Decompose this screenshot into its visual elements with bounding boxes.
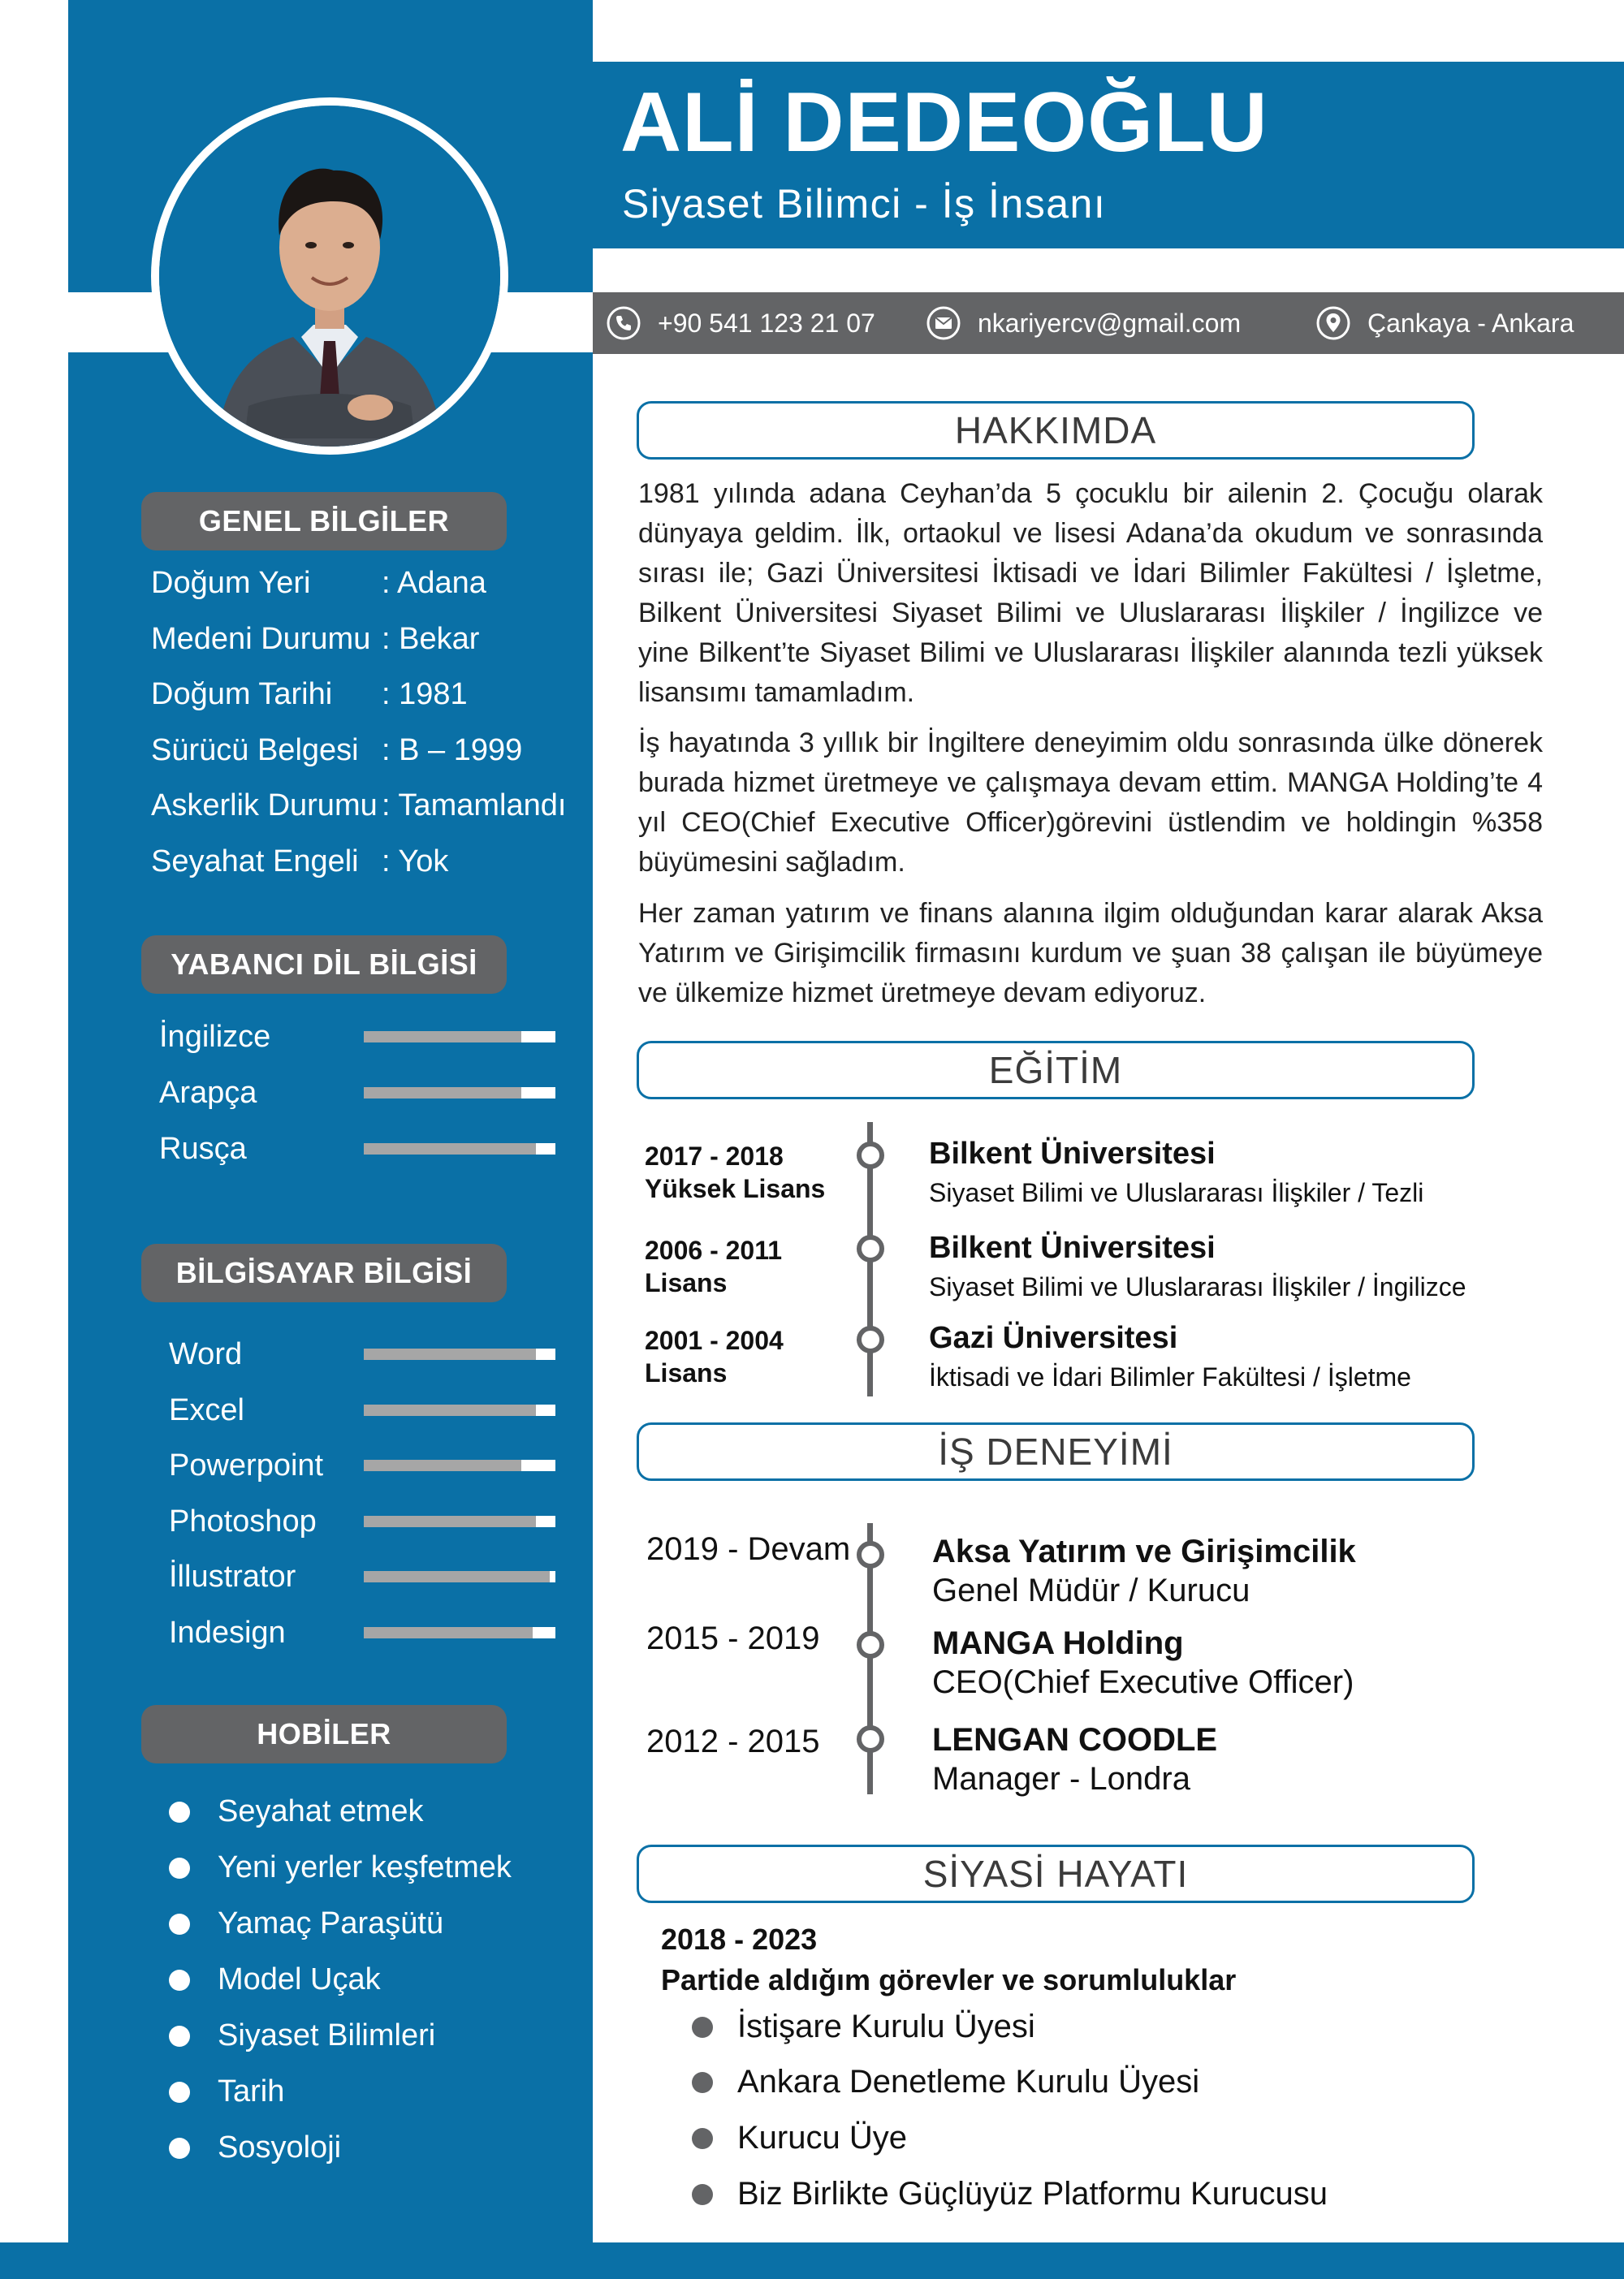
- skill-bar: [364, 1405, 555, 1416]
- experience-heading: İŞ DENEYİMİ: [637, 1422, 1475, 1481]
- job-role: CEO(Chief Executive Officer): [932, 1664, 1354, 1700]
- contact-email[interactable]: nkariyercv@gmail.com: [926, 292, 1241, 354]
- language-heading: YABANCI DİL BİLGİSİ: [141, 935, 507, 994]
- about-paragraph: İş hayatında 3 yıllık bir İngiltere deneyimim oldu sonrasında ülke dönerek burada hizmet üretmeye ve çalışmaya devam ettim. MANGA Holding’te 4 yıl CEO(Chief Executive Officer)görevini üstlendim ve holdingin %358 büyümesini sağladım.: [638, 727, 1543, 878]
- profile-photo: [151, 97, 508, 455]
- skill-bar: [364, 1031, 555, 1042]
- skill-bar: [364, 1349, 555, 1360]
- skill-bar-fill: [364, 1405, 536, 1416]
- bullet-icon: [169, 2082, 190, 2103]
- computer-skill-item: Word: [159, 1330, 557, 1379]
- hobby-item: Yamaç Paraşütü: [169, 1906, 443, 1941]
- job-role: Genel Müdür / Kurucu: [932, 1573, 1250, 1608]
- hobby-item: Model Uçak: [169, 1962, 381, 1997]
- info-row: Medeni Durumu : Bekar: [151, 622, 480, 656]
- info-row: Askerlik Durumu : Tamamlandı: [151, 788, 567, 822]
- politics-item: Kurucu Üye: [692, 2120, 907, 2156]
- job-years: 2012 - 2015: [646, 1724, 820, 1759]
- computer-skill-item: Photoshop: [159, 1497, 557, 1546]
- hobby-item: Yeni yerler keşfetmek: [169, 1850, 512, 1885]
- skill-bar: [364, 1087, 555, 1098]
- info-row: Sürücü Belgesi : B – 1999: [151, 733, 523, 767]
- skill-bar-fill: [364, 1087, 521, 1098]
- job-years: 2019 - Devam: [646, 1531, 851, 1567]
- education-department: İktisadi ve İdari Bilimler Fakültesi / İşletme: [929, 1362, 1411, 1392]
- bullet-icon: [169, 1914, 190, 1935]
- skill-bar-fill: [364, 1516, 536, 1527]
- bullet-icon: [169, 2138, 190, 2159]
- bullet-icon: [169, 2026, 190, 2047]
- education-school: Bilkent Üniversitesi: [929, 1137, 1216, 1171]
- skill-bar-fill: [364, 1349, 536, 1360]
- skill-bar-fill: [364, 1460, 521, 1471]
- hobby-item: Siyaset Bilimleri: [169, 2018, 435, 2053]
- education-department: Siyaset Bilimi ve Uluslararası İlişkiler / Tezli: [929, 1178, 1424, 1207]
- computer-skill-item: Powerpoint: [159, 1441, 557, 1490]
- skill-bar-fill: [364, 1031, 521, 1042]
- info-row: Doğum Tarihi : 1981: [151, 677, 468, 711]
- timeline-dot: [857, 1541, 884, 1569]
- hobbies-heading: HOBİLER: [141, 1705, 507, 1763]
- bullet-icon: [692, 2128, 713, 2149]
- job-years: 2015 - 2019: [646, 1621, 820, 1656]
- education-school: Bilkent Üniversitesi: [929, 1231, 1216, 1265]
- bullet-icon: [692, 2184, 713, 2205]
- education-department: Siyaset Bilimi ve Uluslararası İlişkiler / İngilizce: [929, 1272, 1466, 1301]
- skill-bar: [364, 1627, 555, 1638]
- location-pin-icon: [1315, 305, 1351, 341]
- education-years: 2006 - 2011 Lisans: [645, 1236, 783, 1297]
- person-name: ALİ DEDEOĞLU: [620, 76, 1268, 170]
- hobby-item: Tarih: [169, 2074, 284, 2109]
- skill-bar-fill: [364, 1627, 533, 1638]
- person-title: Siyaset Bilimci - İş İnsanı: [622, 181, 1107, 227]
- politics-heading: SİYASİ HAYATI: [637, 1845, 1475, 1903]
- language-item: Rusça: [159, 1124, 557, 1173]
- footer-band: [0, 2242, 1624, 2279]
- hobby-item: Seyahat etmek: [169, 1794, 423, 1829]
- computer-skill-item: Excel: [159, 1386, 557, 1435]
- job-company: Aksa Yatırım ve Girişimcilik: [932, 1534, 1356, 1569]
- about-paragraph: 1981 yılında adana Ceyhan’da 5 çocuklu bir ailenin 2. Çocuğu olarak dünyaya geldim. İlk, ortaokul ve lisesi Adana’da okudum ve sonrasında sırası ile; Gazi Üniversitesi İktisadi ve İdari Bilimler Fakültesi / İşletme, Bilkent Üniversitesi Siyaset Bilimi ve Uluslararası İlişkiler / İngilizce ve yine Bilkent’te Siyaset Bilimi ve Uluslararası İlişkiler alanında tezli yüksek lisansımı tamamladım.: [638, 478, 1543, 708]
- job-company: LENGAN COODLE: [932, 1722, 1218, 1758]
- skill-bar-fill: [364, 1571, 550, 1582]
- education-years: 2017 - 2018 Yüksek Lisans: [645, 1142, 826, 1203]
- skill-bar: [364, 1460, 555, 1471]
- skill-bar: [364, 1516, 555, 1527]
- language-item: Arapça: [159, 1068, 557, 1117]
- timeline-dot: [857, 1235, 884, 1263]
- job-company: MANGA Holding: [932, 1625, 1184, 1661]
- skill-bar: [364, 1571, 555, 1582]
- about-heading: HAKKIMDA: [637, 401, 1475, 460]
- general-info-heading: GENEL BİLGİLER: [141, 492, 507, 550]
- bullet-icon: [169, 1858, 190, 1879]
- email-icon: [926, 305, 961, 341]
- skill-bar-fill: [364, 1143, 536, 1155]
- timeline-dot: [857, 1326, 884, 1353]
- bullet-icon: [692, 2017, 713, 2038]
- timeline-dot: [857, 1142, 884, 1169]
- education-years: 2001 - 2004 Lisans: [645, 1326, 784, 1388]
- politics-item: Biz Birlikte Güçlüyüz Platformu Kurucusu: [692, 2176, 1328, 2212]
- politics-item: İstişare Kurulu Üyesi: [692, 2009, 1035, 2045]
- computer-skills-heading: BİLGİSAYAR BİLGİSİ: [141, 1244, 507, 1302]
- contact-phone[interactable]: +90 541 123 21 07: [606, 292, 875, 354]
- language-item: İngilizce: [159, 1012, 557, 1061]
- education-school: Gazi Üniversitesi: [929, 1321, 1178, 1355]
- education-heading: EĞİTİM: [637, 1041, 1475, 1099]
- politics-years: 2018 - 2023: [661, 1923, 818, 1956]
- politics-subtitle: Partide aldığım görevler ve sorumluluklar: [661, 1963, 1237, 1996]
- computer-skill-item: İllustrator: [159, 1552, 557, 1601]
- computer-skill-item: Indesign: [159, 1608, 557, 1657]
- bullet-icon: [692, 2072, 713, 2093]
- about-paragraph: Her zaman yatırım ve finans alanına ilgim olduğundan karar alarak Aksa Yatırım ve Girişimcilik firmasını kurdum ve şuan 38 çalışan ile büyümeye ve ülkemize hizmet üretmeye devam ediyoruz.: [638, 898, 1543, 1008]
- timeline-dot: [857, 1725, 884, 1753]
- hobby-item: Sosyoloji: [169, 2130, 341, 2165]
- job-role: Manager - Londra: [932, 1761, 1190, 1797]
- portrait-image: [159, 106, 500, 447]
- info-row: Doğum Yeri : Adana: [151, 566, 486, 600]
- skill-bar: [364, 1143, 555, 1155]
- bullet-icon: [169, 1802, 190, 1823]
- info-row: Seyahat Engeli : Yok: [151, 844, 449, 878]
- contact-location[interactable]: Çankaya - Ankara: [1315, 292, 1574, 354]
- politics-item: Ankara Denetleme Kurulu Üyesi: [692, 2064, 1199, 2100]
- timeline-dot: [857, 1631, 884, 1659]
- phone-icon: [606, 305, 641, 341]
- bullet-icon: [169, 1970, 190, 1991]
